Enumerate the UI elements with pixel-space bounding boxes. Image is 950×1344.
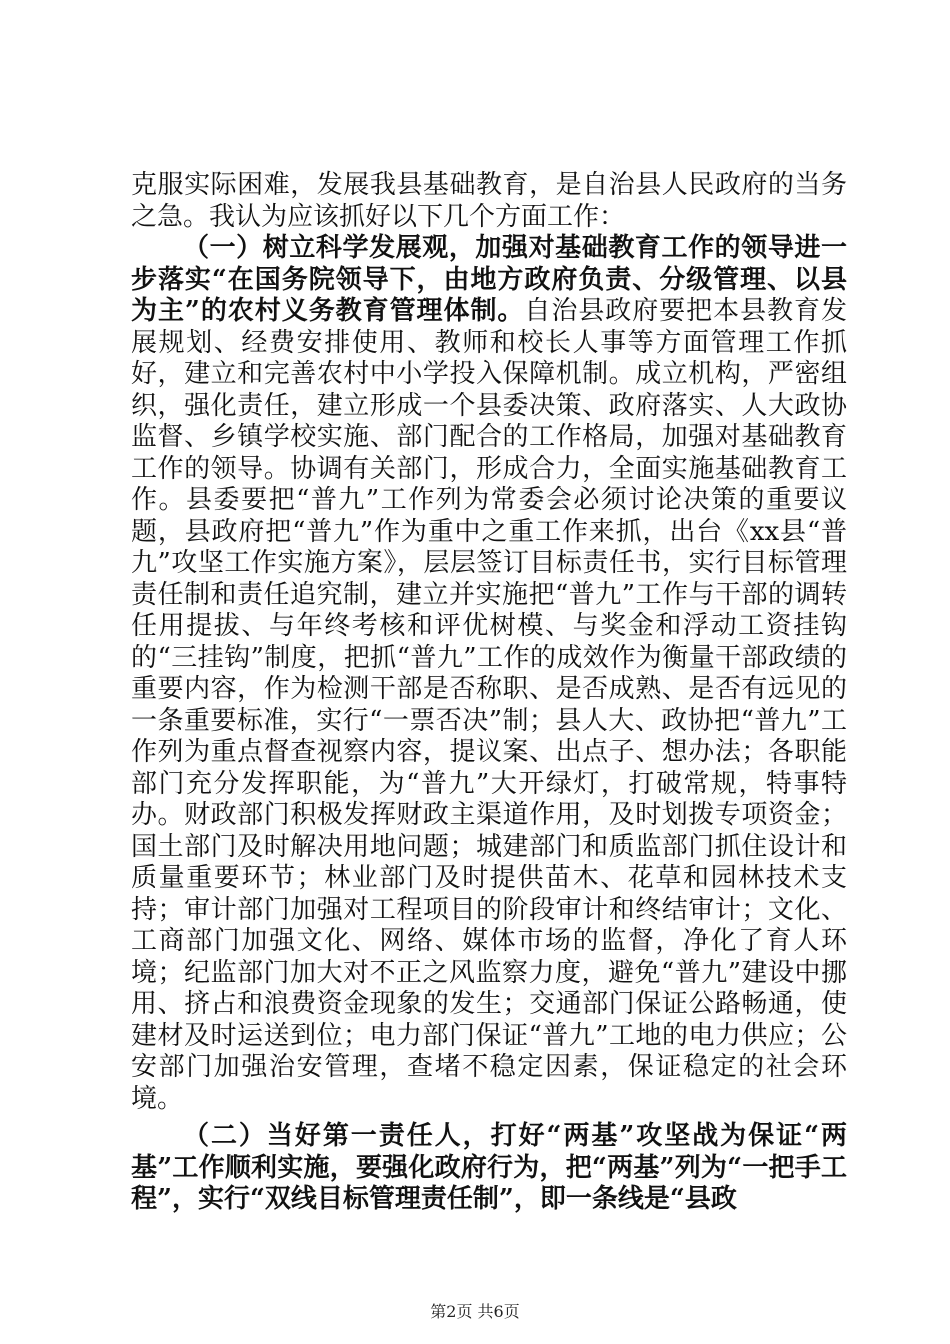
section-one-body: 自治县政府要把本县教育发展规划、经费安排使用、教师和校长人事等方面管理工作抓好，建立和完善农村中小学投入保障机制。成立机构，严密组织，强化责任，建立形成一个县委决策、政府落实、人大政协监督、乡镇学校实施、部门配合的工作格局，加强对基础教育工作的领导。协调有关部门，形成合力，全面实施基础教育工作。县委要把“普九”工作列为常委会必须讨论决策的重要议题，县政府把“普九”作为重中之重工作来抓，出台《xx县“普九”攻坚工作实施方案》，层层签订目标责任书，实行目标管理责任制和责任追究制，建立并实施把“普九”工作与干部的调转任用提拔、与年终考核和评优树模、与奖金和浮动工资挂钩的“三挂钩”制度，把抓“普九”工作的成效作为衡量干部政绩的重要内容，作为检测干部是否称职、是否成熟、是否有远见的一条重要标准，实行“一票否决”制；县人大、政协把“普九”工作列为重点督查视察内容，提议案、出点子、想办法；各职能部门充分发挥职能，为“普九”大开绿灯，打破常规，特事特办。财政部门积极发挥财政主渠道作用，及时划拨专项资金；国土部门及时解决用地问题；城建部门和质监部门抓住设计和质量重要环节；林业部门及时提供苗木、花草和园林技术支持；审计部门加强对工程项目的阶段审计和终结审计；文化、工商部门加强文化、网络、媒体市场的监督，净化了育人环境；纪监部门加大对不正之风监察力度，避免“普九”建设中挪用、挤占和浪费资金现象的发生；交通部门保证公路畅通，使建材及时运送到位；电力部门保证“普九”工地的电力供应；公安部门加强治安管理，查堵不稳定因素，保证稳定的社会环境。 (131, 296, 847, 1114)
page-number-footer: 第2页 共6页 (430, 1302, 520, 1321)
section-one-paragraph (131, 233, 847, 1115)
section-one-heading: （一）树立科学发展观，加强对基础教育工作的领导进一步落实“在国务院领导下，由地方政府负责、分级管理、以县为主”的农村义务教育管理体制。 (131, 233, 847, 326)
section-two-heading: （二）当好第一责任人，打好“两基”攻坚战为保证“两基”工作顺利实施，要强化政府行为，把“两基”列为“一把手工程”，实行“双线目标管理责任制”，即一条线是“县政 (131, 1121, 847, 1214)
intro-paragraph: 克服实际困难，发展我县基础教育，是自治县人民政府的当务之急。我认为应该抓好以下几个方面工作： (131, 170, 847, 232)
document-body (131, 170, 847, 1216)
